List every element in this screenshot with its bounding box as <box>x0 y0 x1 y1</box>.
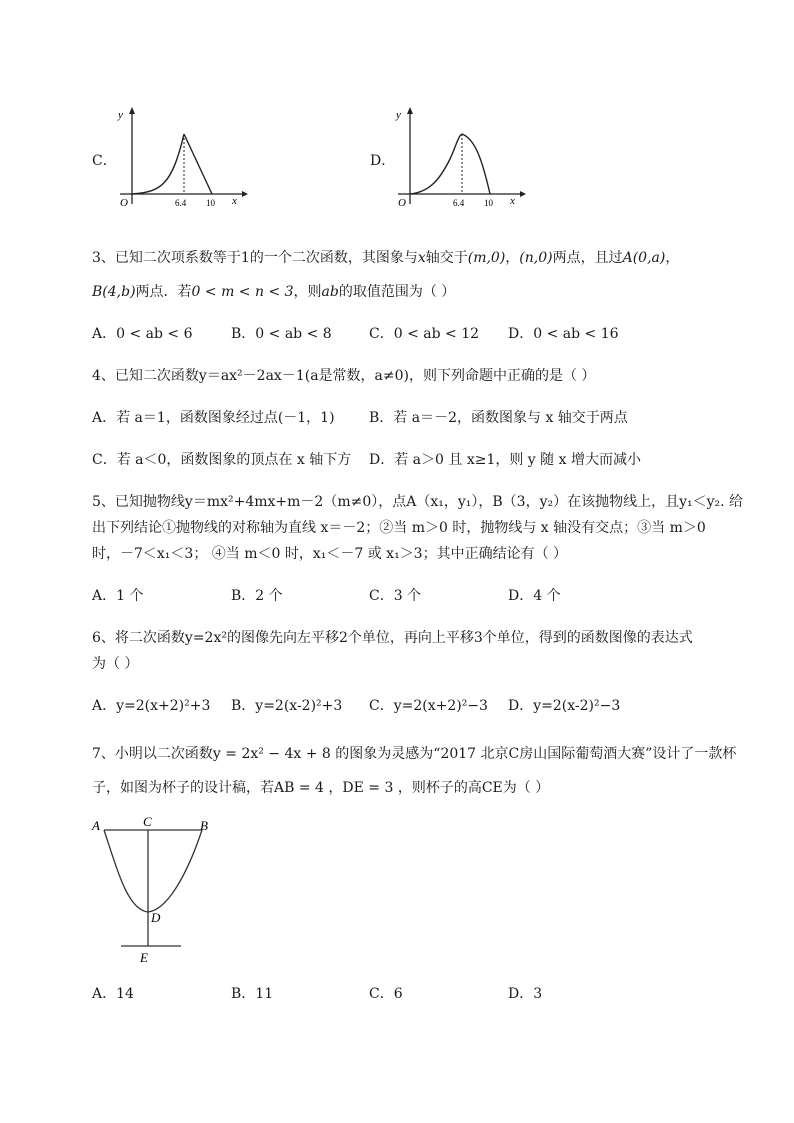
graph-d-tick-1: 6.4 <box>453 198 465 208</box>
question-7-option-a[interactable]: A．14 <box>92 986 134 1002</box>
question-3-line-2: B(4,b)两点．若0 < m < n < 3，则ab的取值范围为（ ） <box>92 284 456 300</box>
graph-c-tick-1: 6.4 <box>175 198 187 208</box>
question-5-line-1: 5、已知抛物线y＝mx²+4mx+m－2（m≠0），点A（x₁，y₁），B（3，y₂）在该抛物线上，且y₁＜y₂. 给 <box>92 494 744 510</box>
cup-label-b: B <box>200 818 208 833</box>
graph-c <box>112 104 252 214</box>
question-6-option-c[interactable]: C．y=2(x+2)²−3 <box>369 698 488 714</box>
question-3-option-c[interactable]: C．0 < ab < 12 <box>369 326 480 342</box>
graph-d-x-label: x <box>510 195 515 207</box>
question-7-option-d[interactable]: D．3 <box>508 986 543 1002</box>
graph-d-y-label: y <box>396 109 401 121</box>
question-6-option-d[interactable]: D．y=2(x-2)²−3 <box>508 698 621 714</box>
question-3-option-b[interactable]: B．0 < ab < 8 <box>231 326 332 342</box>
question-5-line-3: 时，－7＜x₁＜3； ④当 m＜0 时，x₁＜－7 或 x₁＞3；其中正确结论有（ ） <box>92 546 568 562</box>
question-5-option-b[interactable]: B．2 个 <box>231 588 283 604</box>
graph-c-origin: O <box>120 197 128 209</box>
cup-label-d: D <box>151 910 161 925</box>
question-7-line-2: 子，如图为杯子的设计稿，若AB = 4 ，DE = 3 ，则杯子的高CE为（ ） <box>92 780 550 796</box>
option-d-label: D． <box>370 153 396 169</box>
question-6-option-a[interactable]: A．y=2(x+2)²+3 <box>92 698 211 714</box>
question-4-option-c[interactable]: C．若 a＜0，函数图象的顶点在 x 轴下方 <box>92 452 352 468</box>
graph-d-tick-2: 10 <box>484 198 493 208</box>
cup-design-figure <box>88 812 218 967</box>
graph-c-y-label: y <box>118 109 123 121</box>
question-4-option-d[interactable]: D．若 a＞0 且 x≥1，则 y 随 x 增大而减小 <box>369 452 641 468</box>
question-6-line-2: 为（ ） <box>92 656 139 672</box>
cup-label-a: A <box>92 818 100 833</box>
cup-label-e: E <box>140 950 148 965</box>
question-7-option-b[interactable]: B．11 <box>231 986 274 1002</box>
question-3-option-d[interactable]: D．0 < ab < 16 <box>508 326 619 342</box>
graph-c-tick-2: 10 <box>206 198 215 208</box>
question-5-option-d[interactable]: D．4 个 <box>508 588 561 604</box>
question-5-option-c[interactable]: C．3 个 <box>369 588 422 604</box>
question-4-stem: 4、已知二次函数y＝ax²－2ax－1(a是常数，a≠0)，则下列命题中正确的是（ ） <box>92 368 596 384</box>
question-3-option-a[interactable]: A．0 < ab < 6 <box>92 326 193 342</box>
graph-d-origin: O <box>398 197 406 209</box>
question-3-line-1: 3、已知二次项系数等于1的一个二次函数，其图象与x轴交于(m,0)，(n,0)两点，且过A(0,a)， <box>92 250 680 266</box>
question-5-line-2: 出下列结论①抛物线的对称轴为直线 x＝－2；②当 m＞0 时，抛物线与 x 轴没有交点；③当 m＞0 <box>92 520 706 536</box>
question-4-option-b[interactable]: B．若 a＝－2，函数图象与 x 轴交于两点 <box>369 410 628 426</box>
cup-label-c: C <box>143 814 152 829</box>
graph-c-x-label: x <box>232 195 237 207</box>
question-6-line-1: 6、将二次函数y=2x²的图像先向左平移2个单位，再向上平移3个单位，得到的函数图像的表达式 <box>92 630 693 646</box>
question-7-line-1: 7、小明以二次函数y = 2x² − 4x + 8 的图象为灵感为“2017 北京C房山国际葡萄酒大赛”设计了一款杯 <box>92 746 737 762</box>
question-7-option-c[interactable]: C．6 <box>369 986 403 1002</box>
question-4-option-a[interactable]: A．若 a＝1，函数图象经过点(－1，1) <box>92 410 335 426</box>
graph-d <box>390 104 530 214</box>
question-6-option-b[interactable]: B．y=2(x-2)²+3 <box>231 698 343 714</box>
option-c-label: C． <box>92 153 117 169</box>
question-5-option-a[interactable]: A．1 个 <box>92 588 144 604</box>
